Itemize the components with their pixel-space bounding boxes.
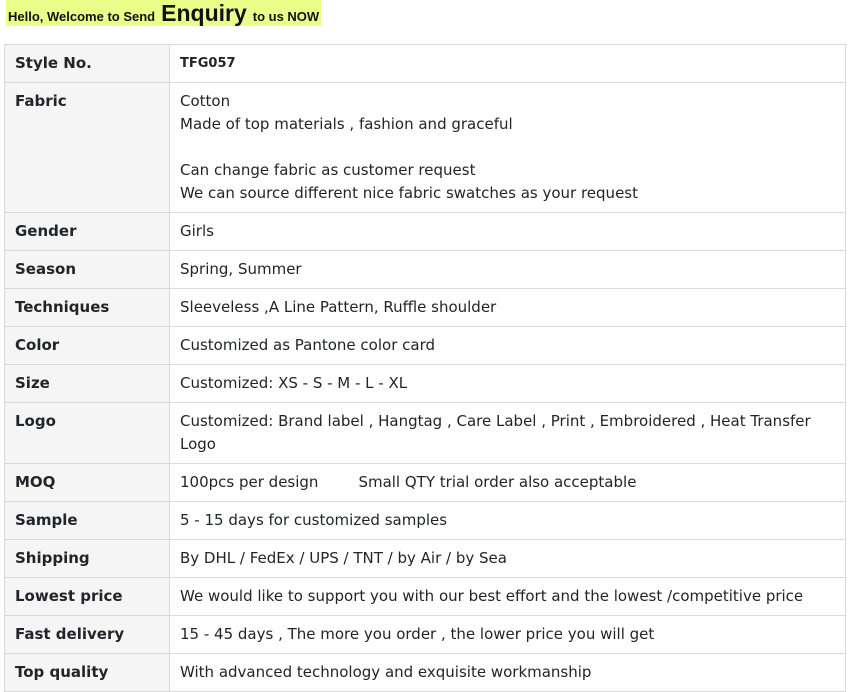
spacer	[180, 136, 835, 159]
row-label: Techniques	[5, 289, 170, 327]
row-label: Size	[5, 365, 170, 403]
product-spec-table	[4, 44, 846, 692]
row-label: Color	[5, 327, 170, 365]
banner-highlight: Enquiry	[161, 0, 247, 26]
banner-prefix: Hello, Welcome to Send	[8, 9, 156, 24]
logo-value: Customized: Brand label , Hangtag , Care Label , Print , Embroidered , Heat Transfer Logo	[170, 403, 846, 464]
table-row	[5, 464, 846, 502]
table-row	[5, 502, 846, 540]
table-row	[5, 213, 846, 251]
row-label: Fabric	[5, 83, 170, 213]
row-label: Lowest price	[5, 578, 170, 616]
row-label: Shipping	[5, 540, 170, 578]
row-label: Season	[5, 251, 170, 289]
fabric-value	[170, 83, 846, 213]
season-value: Spring, Summer	[170, 251, 846, 289]
table-row	[5, 616, 846, 654]
sample-value: 5 - 15 days for customized samples	[170, 502, 846, 540]
table-row	[5, 654, 846, 692]
fabric-line: Made of top materials , fashion and graceful	[180, 115, 513, 133]
table-row	[5, 540, 846, 578]
moq-quantity: 100pcs per design	[180, 473, 319, 491]
row-label: Gender	[5, 213, 170, 251]
fabric-line: Cotton	[180, 92, 231, 110]
banner-suffix: to us NOW	[252, 9, 320, 24]
moq-trial-note: Small QTY trial order also acceptable	[358, 473, 637, 491]
size-value: Customized: XS - S - M - L - XL	[170, 365, 846, 403]
fabric-line: Can change fabric as customer request	[180, 161, 476, 179]
table-row	[5, 83, 846, 213]
row-label: Top quality	[5, 654, 170, 692]
color-value: Customized as Pantone color card	[170, 327, 846, 365]
enquiry-banner[interactable]	[6, 0, 321, 26]
shipping-value: By DHL / FedEx / UPS / TNT / by Air / by Sea	[170, 540, 846, 578]
style-number: TFG057	[170, 45, 846, 83]
table-row	[5, 251, 846, 289]
moq-value	[170, 464, 846, 502]
row-label: Fast delivery	[5, 616, 170, 654]
fast-delivery-value: 15 - 45 days , The more you order , the lower price you will get	[170, 616, 846, 654]
row-label: MOQ	[5, 464, 170, 502]
table-row	[5, 289, 846, 327]
table-row	[5, 578, 846, 616]
fabric-line: We can source different nice fabric swatches as your request	[180, 184, 638, 202]
techniques-value: Sleeveless ,A Line Pattern, Ruffle shoulder	[170, 289, 846, 327]
table-row	[5, 365, 846, 403]
row-label: Sample	[5, 502, 170, 540]
table-row	[5, 403, 846, 464]
top-quality-value: With advanced technology and exquisite workmanship	[170, 654, 846, 692]
table-row	[5, 327, 846, 365]
row-label: Logo	[5, 403, 170, 464]
table-row	[5, 45, 846, 83]
lowest-price-value: We would like to support you with our best effort and the lowest /competitive price	[170, 578, 846, 616]
gender-value: Girls	[170, 213, 846, 251]
row-label: Style No.	[5, 45, 170, 83]
